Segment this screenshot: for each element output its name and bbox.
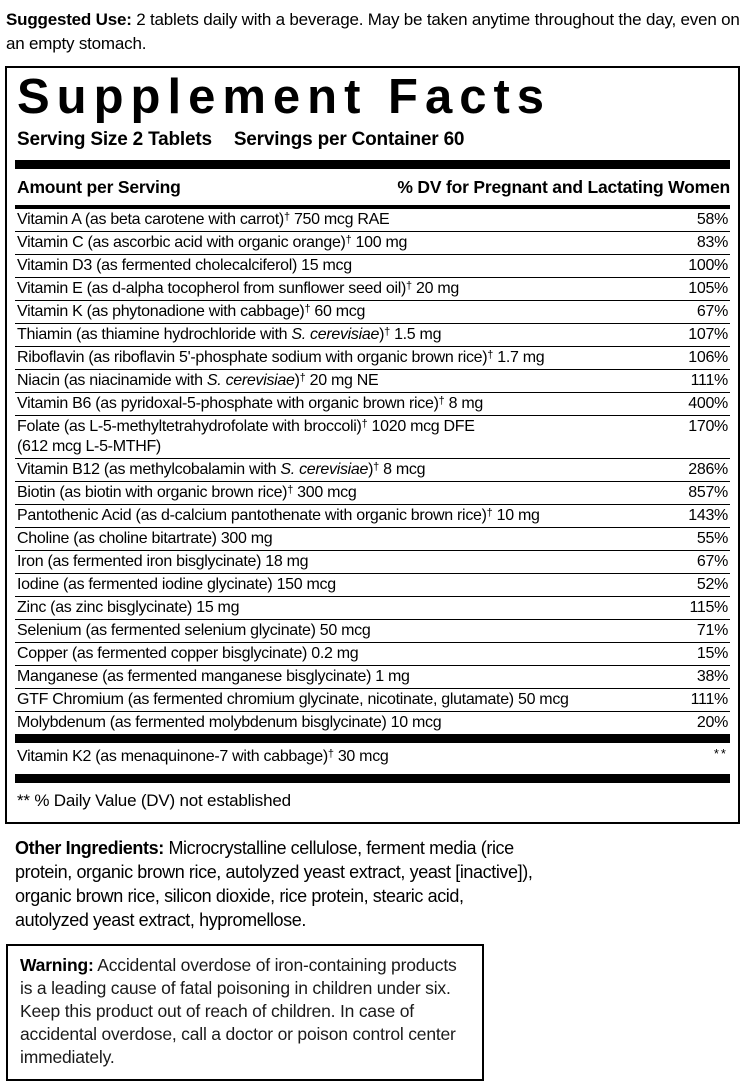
- nutrient-dv: 38%: [696, 667, 728, 685]
- nutrient-dv: 857%: [688, 483, 728, 501]
- divider-thick-mid: [15, 734, 730, 743]
- nutrient-row: [15, 596, 730, 619]
- nutrient-dv: 55%: [696, 529, 728, 547]
- nutrient-dv: 106%: [688, 348, 728, 366]
- nutrient-dv: 111%: [690, 690, 728, 708]
- nutrient-row: [15, 300, 730, 323]
- nutrient-row: [15, 619, 730, 642]
- suggested-use-text: 2 tablets daily with a beverage. May be taken anytime throughout the day, even on an empty stomach.: [6, 10, 740, 53]
- nutrient-name: Biotin (as biotin with organic brown rice)† 300 mcg: [17, 483, 357, 501]
- divider-thick-bottom: [15, 774, 730, 783]
- nutrient-name: Selenium (as fermented selenium glycinate) 50 mcg: [17, 621, 371, 639]
- nutrient-row: [15, 323, 730, 346]
- panel-title: Supplement Facts: [17, 70, 552, 124]
- nutrient-row: [15, 688, 730, 711]
- suggested-use: [6, 8, 740, 56]
- nutrient-name-line2: (612 mcg L-5-MTHF): [17, 437, 161, 455]
- nutrient-dv: 83%: [696, 233, 728, 251]
- nutrient-dv: 286%: [688, 460, 728, 478]
- nutrient-row: [15, 458, 730, 481]
- column-header-amount: Amount per Serving: [17, 176, 181, 197]
- nutrient-name: Niacin (as niacinamide with S. cerevisiae)† 20 mg NE: [17, 371, 379, 389]
- nutrient-row: [15, 573, 730, 596]
- nutrient-name: Riboflavin (as riboflavin 5'-phosphate sodium with organic brown rice)† 1.7 mg: [17, 348, 545, 366]
- suggested-use-label: Suggested Use:: [6, 10, 132, 29]
- serving-info: [15, 129, 730, 160]
- nutrient-name: Iodine (as fermented iodine glycinate) 150 mcg: [17, 575, 336, 593]
- nutrient-dv: 111%: [690, 371, 728, 389]
- nutrient-name: Vitamin C (as ascorbic acid with organic orange)† 100 mg: [17, 233, 408, 251]
- nutrient-dv: 170%: [688, 417, 728, 435]
- nutrient-row: [15, 346, 730, 369]
- nutrient-name: Choline (as choline bitartrate) 300 mg: [17, 529, 273, 547]
- nutrient-name: Manganese (as fermented manganese bisglycinate) 1 mg: [17, 667, 410, 685]
- nutrient-name: GTF Chromium (as fermented chromium glycinate, nicotinate, glutamate) 50 mcg: [17, 690, 569, 708]
- nutrient-dv: 143%: [688, 506, 728, 524]
- nutrient-name: Vitamin K2 (as menaquinone-7 with cabbage)† 30 mcg: [17, 747, 389, 765]
- divider-thick-top: [15, 160, 730, 169]
- nutrient-row: [15, 665, 730, 688]
- nutrient-dv: 107%: [688, 325, 728, 343]
- column-header-dv: % DV for Pregnant and Lactating Women: [397, 176, 730, 197]
- nutrient-row: [15, 369, 730, 392]
- nutrient-name: Vitamin B6 (as pyridoxal-5-phosphate with organic brown rice)† 8 mg: [17, 394, 483, 412]
- nutrient-rows: [15, 209, 730, 734]
- supplement-facts-panel: [5, 66, 740, 824]
- dv-footnote: ** % Daily Value (DV) not established: [17, 790, 291, 810]
- table-header: [15, 169, 730, 205]
- nutrient-dv: **: [713, 745, 728, 761]
- nutrient-row: [15, 527, 730, 550]
- nutrient-dv: 52%: [696, 575, 728, 593]
- nutrient-row: [15, 504, 730, 527]
- nutrient-row: [15, 481, 730, 504]
- nutrient-name: Vitamin E (as d-alpha tocopherol from sunflower seed oil)† 20 mg: [17, 279, 459, 297]
- servings-per-container: Servings per Container 60: [233, 128, 465, 150]
- k2-rows: [15, 743, 730, 774]
- nutrient-row: [15, 415, 730, 458]
- nutrient-name: Molybdenum (as fermented molybdenum bisglycinate) 10 mcg: [17, 713, 442, 731]
- nutrient-name: Vitamin D3 (as fermented cholecalciferol) 15 mcg: [17, 256, 352, 274]
- other-ingredients: [15, 836, 539, 932]
- nutrient-name: Vitamin K (as phytonadione with cabbage)† 60 mcg: [17, 302, 366, 320]
- nutrient-dv: 400%: [688, 394, 728, 412]
- serving-size: Serving Size 2 Tablets: [17, 128, 212, 150]
- warning-label: Warning:: [20, 954, 94, 975]
- warning-text: Accidental overdose of iron-containing products is a leading cause of fatal poisoning in children under six. Keep this product out of reach of children. In case of accidental overdose, call a doctor or poison control center immediately.: [20, 954, 457, 1067]
- nutrient-name: Folate (as L-5-methyltetrahydrofolate with broccoli)† 1020 mcg DFE (612 mcg L-5-MTHF): [15, 417, 678, 457]
- nutrient-dv: 20%: [696, 713, 728, 731]
- nutrient-dv: 105%: [688, 279, 728, 297]
- nutrient-row: [15, 550, 730, 573]
- nutrient-row: [15, 392, 730, 415]
- nutrient-dv: 67%: [696, 302, 728, 320]
- nutrient-dv: 58%: [696, 210, 728, 228]
- nutrient-name: Thiamin (as thiamine hydrochloride with S. cerevisiae)† 1.5 mg: [17, 325, 442, 343]
- nutrient-name: Zinc (as zinc bisglycinate) 15 mg: [17, 598, 240, 616]
- nutrient-dv: 67%: [696, 552, 728, 570]
- nutrient-name: Pantothenic Acid (as d-calcium pantothenate with organic brown rice)† 10 mg: [17, 506, 540, 524]
- nutrient-dv: 115%: [689, 598, 728, 616]
- nutrient-name: Vitamin A (as beta carotene with carrot)† 750 mcg RAE: [17, 210, 390, 228]
- nutrient-name: Copper (as fermented copper bisglycinate) 0.2 mg: [17, 644, 359, 662]
- nutrient-dv: 100%: [688, 256, 728, 274]
- warning-box: [6, 944, 484, 1081]
- nutrient-row: [15, 231, 730, 254]
- nutrient-name: Vitamin B12 (as methylcobalamin with S. cerevisiae)† 8 mcg: [17, 460, 426, 478]
- nutrient-dv: 71%: [696, 621, 728, 639]
- other-ingredients-text: Microcrystalline cellulose, ferment media (rice protein, organic brown rice, autolyzed yeast extract, yeast [inactive]), organic brown rice, silicon dioxide, rice protein, stearic acid, autolyzed yeast extract, hypromellose.: [15, 837, 533, 930]
- nutrient-name: Iron (as fermented iron bisglycinate) 18 mg: [17, 552, 309, 570]
- nutrient-row: [15, 642, 730, 665]
- nutrient-row: [15, 254, 730, 277]
- nutrient-row: [15, 743, 730, 774]
- nutrient-row: [15, 277, 730, 300]
- nutrient-row: [15, 711, 730, 734]
- other-ingredients-label: Other Ingredients:: [15, 837, 164, 858]
- nutrient-row: [15, 209, 730, 231]
- nutrient-dv: 15%: [696, 644, 728, 662]
